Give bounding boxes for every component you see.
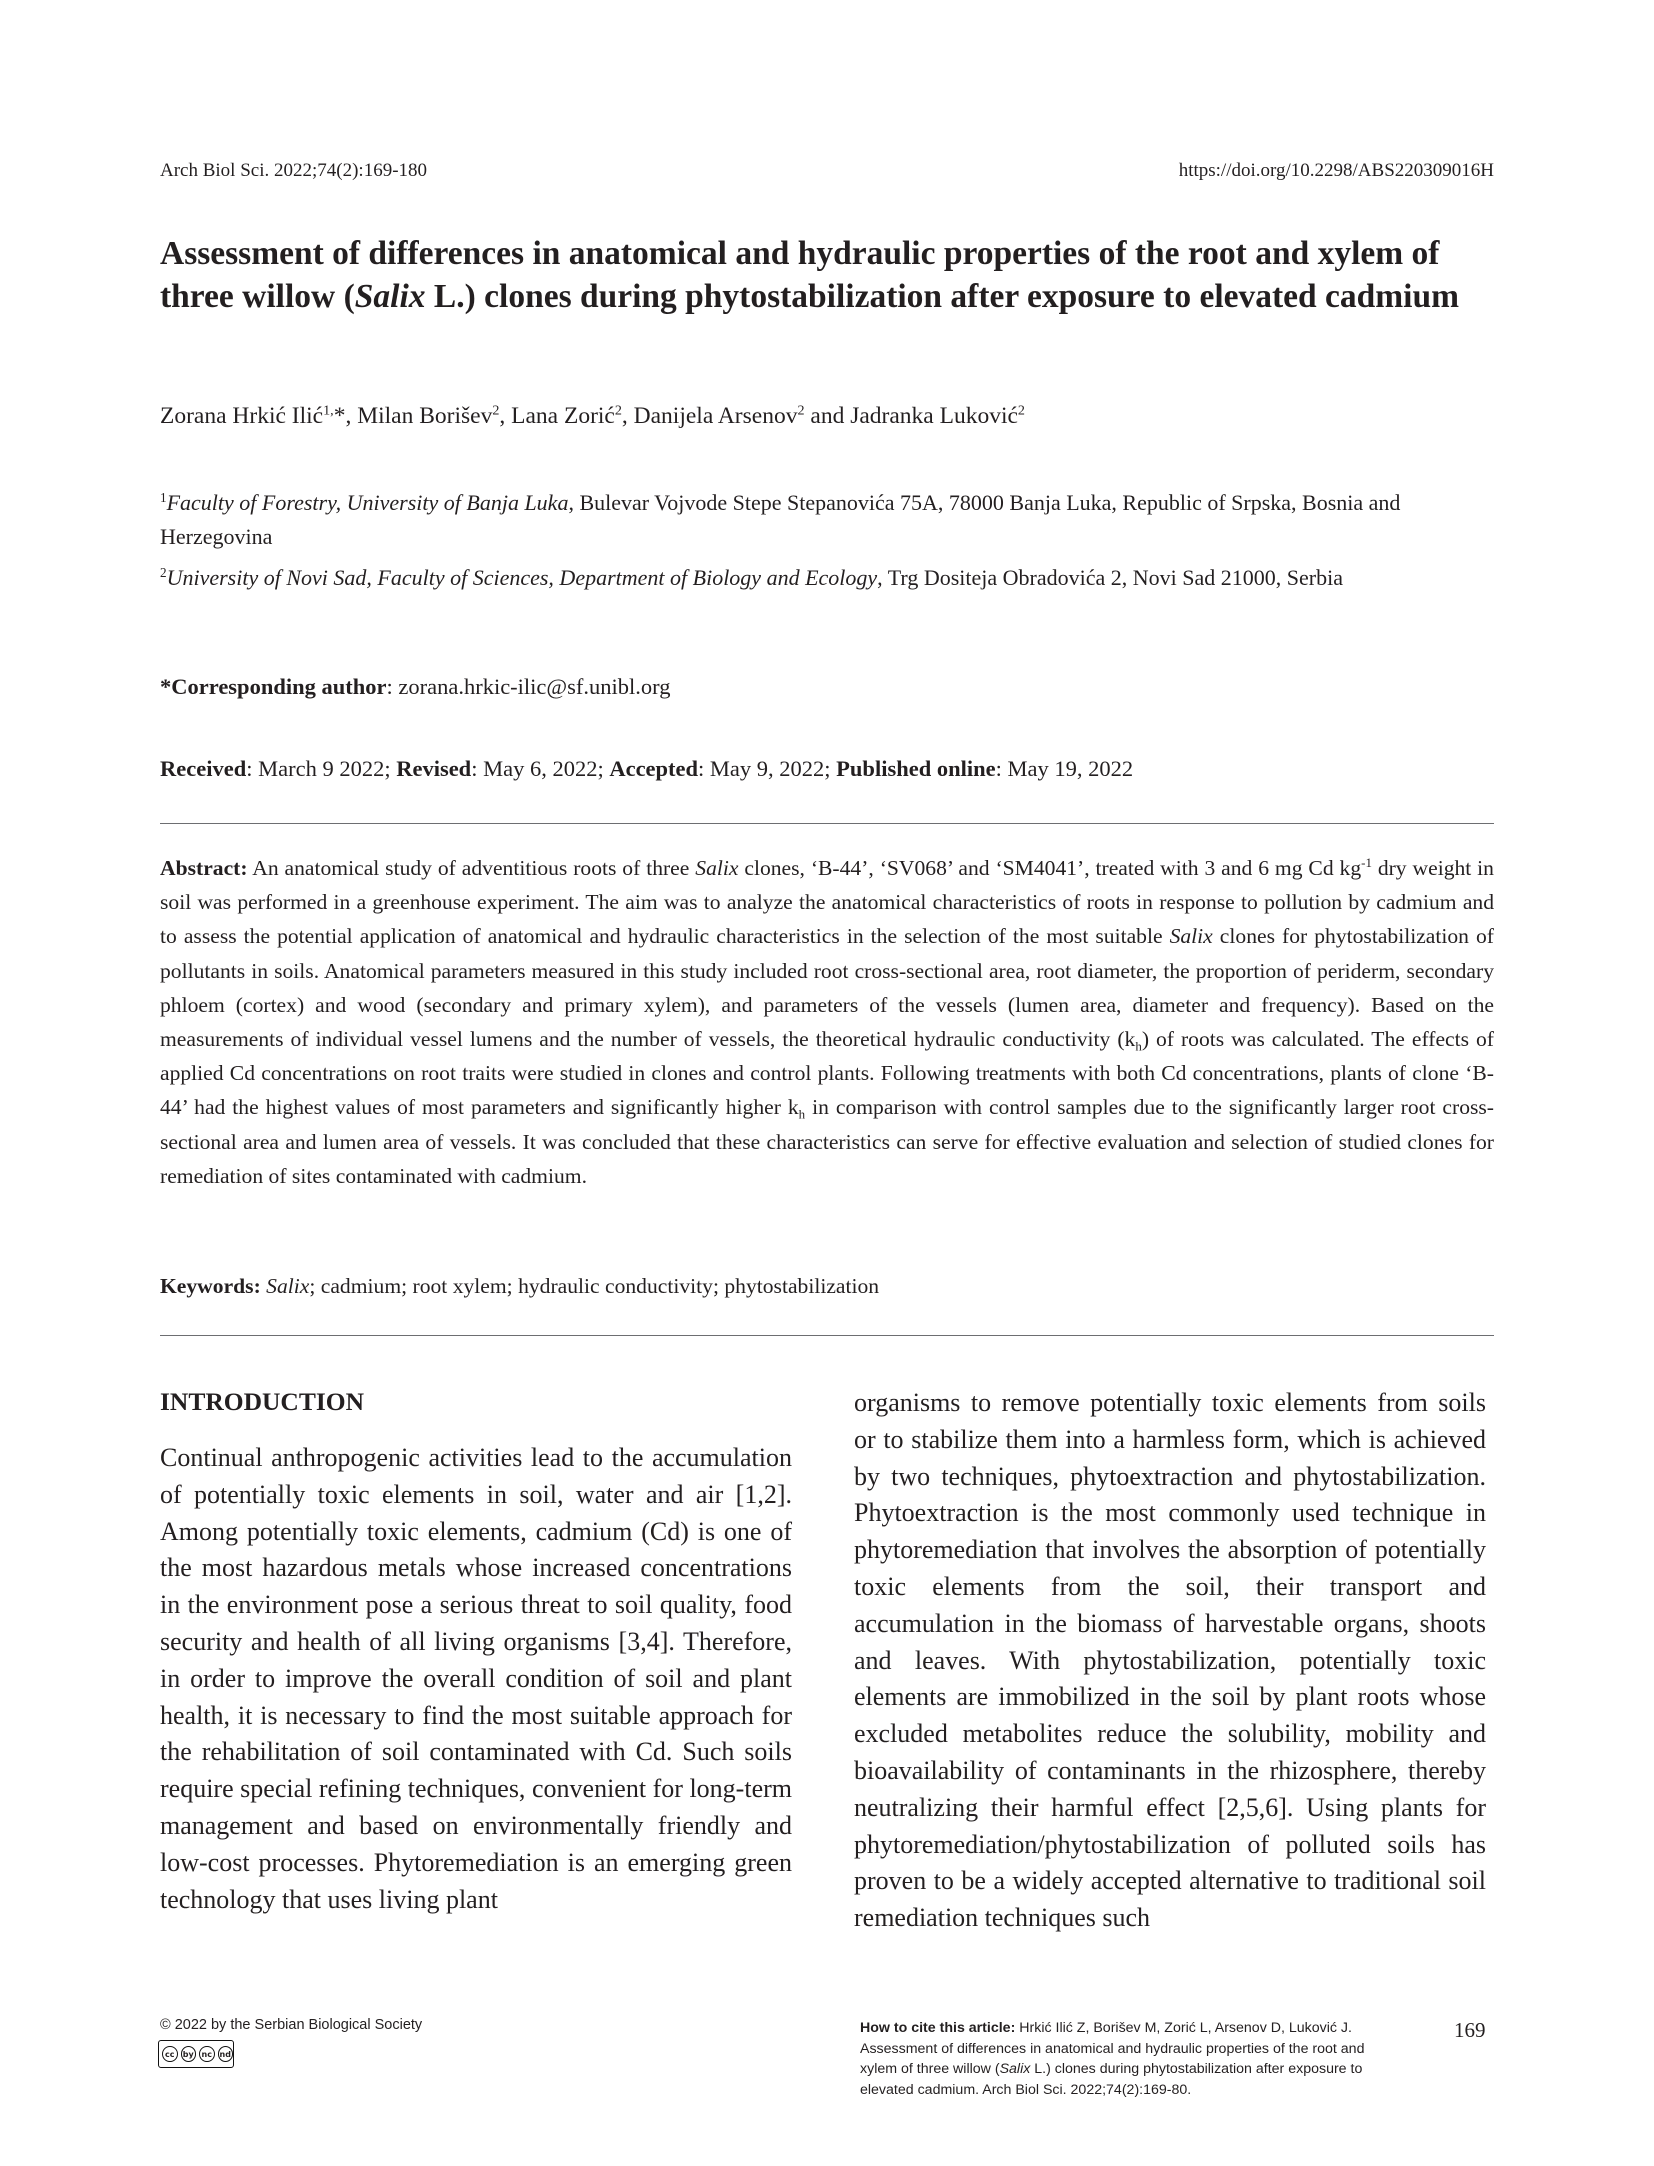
keyword-genus: Salix (266, 1274, 310, 1298)
abstract-genus-2: Salix (1169, 924, 1213, 949)
abstract-text-6: in comparison with control samples due to the significantly larger root cross-sectional area and lumen area of vessels. It was concluded that these characteristics can serve for effective evaluation and selection of studied clones for remediation of sites contaminated with cadmium. (160, 1095, 1494, 1188)
copyright-notice: © 2022 by the Serbian Biological Society (160, 2017, 423, 2033)
by-icon: by (181, 2046, 197, 2062)
accepted-label: Accepted (609, 756, 699, 781)
author-4-affiliation: 2 (797, 402, 805, 419)
nd-icon: nd (218, 2046, 234, 2062)
author-3-affiliation: 2 (614, 402, 622, 419)
body-column-left (160, 1440, 792, 1918)
title-text-1: Assessment of differences in anatomical and hydraulic properties of the root and xylem of three willow ( (160, 235, 1440, 315)
author-4: , Danijela Arsenov (621, 403, 798, 429)
citation-label: How to cite this article: (860, 2020, 1016, 2036)
abstract-text-2: clones, ‘B-44’, ‘SV068’ and ‘SM4041’, treated with 3 and 6 mg Cd kg (738, 856, 1362, 880)
affiliation-2-address: , Trg Dositeja Obradovića 2, Novi Sad 21000, Serbia (877, 565, 1343, 590)
intro-paragraph-left: Continual anthropogenic activities lead to the accumulation of potentially toxic elements in soil, water and air [1,2]. Among potentially toxic elements, cadmium (Cd) is one of the most hazardous metals whose increased concentrations in the environment pose a serious threat to soil quality, food security and health of all living organisms [3,4]. Therefore, in order to improve the overall condition of soil and plant health, it is necessary to find the most suitable approach for the rehabilitation of soil contaminated with Cd. Such soils require special refining techniques, convenient for long-term management and based on environmentally friendly and low-cost processes. Phytoremediation is an emerging green technology that uses living plant (160, 1443, 792, 1914)
author-list (160, 403, 1500, 430)
received-date: : March 9 2022; (246, 756, 397, 781)
author-1: Zorana Hrkić Ilić (160, 403, 324, 429)
divider-bottom (160, 1335, 1494, 1336)
divider-top (160, 823, 1494, 824)
author-2-affiliation: 2 (492, 402, 500, 419)
title-text-2: L.) clones during phytostabilization after exposure to elevated cadmium (425, 278, 1460, 315)
published-label: Published online (836, 756, 996, 781)
page-number: 169 (1454, 2018, 1486, 2042)
title-genus: Salix (354, 278, 426, 315)
keywords-list: ; cadmium; root xylem; hydraulic conductivity; phytostabilization (309, 1274, 880, 1298)
accepted-date: : May 9, 2022; (698, 756, 837, 781)
affiliation-1-address: , Bulevar Vojvode Stepe Stepanovića 75A, 78000 Banja Luka, Republic of Srpska, Bosnia and Herzegovina (160, 490, 1401, 549)
affiliation-1-number: 1 (160, 490, 167, 506)
author-5-affiliation: 2 (1017, 402, 1025, 419)
corresponding-author-email[interactable]: : zorana.hrkic-ilic@sf.unibl.org (386, 674, 671, 699)
corresponding-author (160, 674, 670, 700)
citation-genus: Salix (999, 2061, 1031, 2077)
corresponding-author-label: *Corresponding author (160, 674, 387, 699)
keywords-label: Keywords: (160, 1274, 261, 1298)
abstract-genus-1: Salix (695, 856, 739, 880)
abstract-subscript-2: h (798, 1106, 806, 1122)
cc-icon: cc (162, 2046, 178, 2062)
article-title (160, 232, 1500, 318)
abstract (160, 851, 1494, 1193)
received-label: Received (160, 756, 247, 781)
keywords (160, 1274, 879, 1299)
revised-date: : May 6, 2022; (471, 756, 610, 781)
author-2: , Milan Borišev (345, 403, 493, 429)
nc-icon: nc (199, 2046, 215, 2062)
author-1-affiliation: 1, (323, 402, 334, 419)
abstract-text-3: dry weight in soil was performed in a greenhouse experiment. The aim was to analyze the anatomical characteristics of roots in response to pollution by cadmium and to assess the potential application of anatomical and hydraulic characteristics in the selection of the most suitable (160, 856, 1494, 949)
citation-text-2: L.) clones during phytostabilization after exposure to elevated cadmium. Arch Biol Sci. 2022;74(2):169-80. (860, 2061, 1363, 2098)
abstract-subscript-1: h (1135, 1038, 1142, 1054)
publication-dates (160, 756, 1133, 782)
revised-label: Revised (396, 756, 472, 781)
author-5: and Jadranka Luković (804, 403, 1018, 429)
abstract-text-4: clones for phytostabilization of pollutants in soils. Anatomical parameters measured in this study included root cross-sectional area, root diameter, the proportion of periderm, secondary phloem (cortex) and wood (secondary and primary xylem), and parameters of the vessels (lumen area, diameter and frequency). Based on the measurements of individual vessel lumens and the number of vessels, the theoretical hydraulic conductivity (k (160, 924, 1495, 1052)
citation-text-1: Hrkić Ilić Z, Borišev M, Zorić L, Arsenov D, Luković J. Assessment of differences in anatomical and hydraulic properties of the root and xylem of three willow ( (860, 2020, 1365, 2077)
journal-reference: Arch Biol Sci. 2022;74(2):169-180 (160, 160, 428, 181)
intro-paragraph-right: organisms to remove potentially toxic elements from soils or to stabilize them into a harmless form, which is achieved by two techniques, phytoextraction and phytostabilization. Phytoextraction is the most commonly used technique in phytoremediation that involves the absorption of potentially toxic elements from the soil, their transport and accumulation in the biomass of harvestable organs, shoots and leaves. With phytostabilization, potentially toxic elements are immobilized in the soil by plant roots whose excluded metabolites reduce the solubility, mobility and bioavailability of contaminants in the rhizosphere, thereby neutralizing their harmful effect [2,5,6]. Using plants for phytoremediation/phytostabilization of polluted soils has proven to be a widely accepted alternative to traditional soil remediation techniques such (854, 1388, 1486, 1933)
affiliation-1-institution: Faculty of Forestry, University of Banja Luka (166, 490, 569, 515)
abstract-label: Abstract: (160, 856, 248, 880)
corresponding-star: * (333, 403, 346, 429)
author-3: , Lana Zorić (499, 403, 615, 429)
published-date: : May 19, 2022 (995, 756, 1134, 781)
affiliation-1 (160, 486, 1500, 554)
affiliation-2 (160, 561, 1500, 595)
abstract-text-1: An anatomical study of adventitious roots of three (247, 856, 696, 880)
abstract-exponent: -1 (1361, 855, 1372, 871)
license-badge[interactable] (158, 2040, 234, 2068)
abstract-text-5: ) of roots was calculated. The effects of applied Cd concentrations on root traits were studied in clones and control plants. Following treatments with both Cd concentrations, plants of clone ‘B-44’ had the highest values of most parameters and significantly higher k (160, 1027, 1495, 1120)
doi-link[interactable]: https://doi.org/10.2298/ABS220309016H (1178, 160, 1494, 181)
affiliation-2-number: 2 (160, 565, 167, 581)
section-heading: INTRODUCTION (160, 1387, 365, 1416)
citation-box (860, 2018, 1400, 2100)
body-column-right (854, 1385, 1486, 1937)
affiliation-2-institution: University of Novi Sad, Faculty of Sciences, Department of Biology and Ecology (166, 565, 878, 590)
